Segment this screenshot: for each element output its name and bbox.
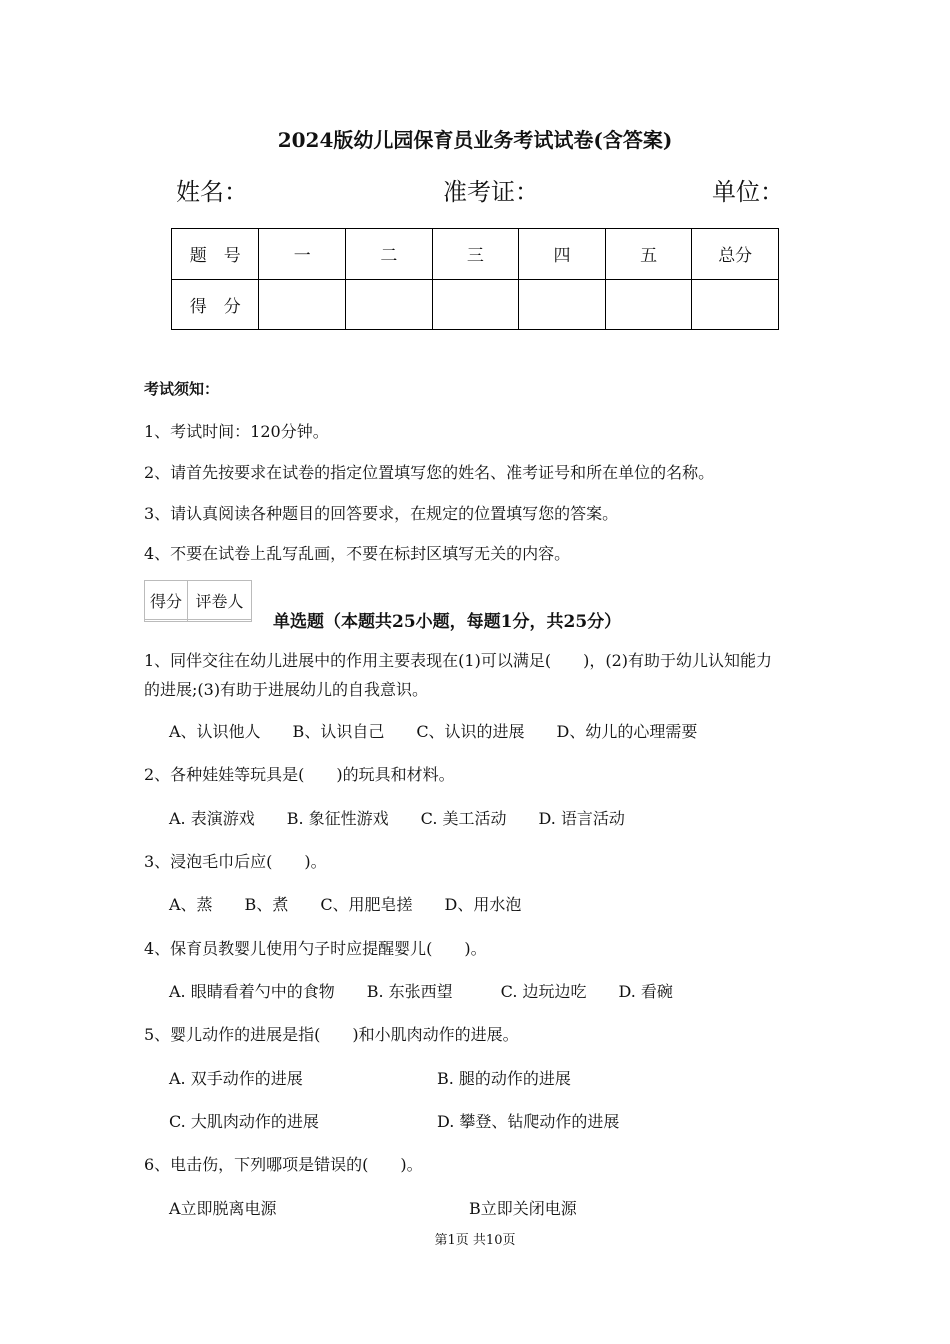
score-cell[interactable]: [259, 279, 346, 330]
notice-heading: 考试须知：: [144, 380, 220, 398]
notice-item: 4、不要在试卷上乱写乱画，不要在标封区填写无关的内容。: [144, 544, 571, 563]
question-5-stem: 5、婴儿动作的进展是指( )和小肌肉动作的进展。: [144, 1025, 519, 1044]
score-cell[interactable]: [519, 279, 606, 330]
score-cell[interactable]: [692, 279, 779, 330]
notice-item: 2、请首先按要求在试卷的指定位置填写您的姓名、准考证号和所在单位的名称。: [144, 463, 715, 482]
grader-name-label: 评卷人: [188, 581, 252, 620]
question-1-options: A、认识他人 B、认识自己 C、认识的进展 D、幼儿的心理需要: [169, 722, 698, 741]
question-1-line-2: 的进展;(3)有助于进展幼儿的自我意识。: [144, 680, 429, 699]
question-4-options: A. 眼睛看着勺中的食物 B. 东张西望 C. 边玩边吃 D. 看碗: [169, 982, 673, 1001]
question-4-stem: 4、保育员教婴儿使用勺子时应提醒婴儿( )。: [144, 939, 487, 958]
question-5-option-a: A. 双手动作的进展: [169, 1069, 303, 1088]
question-6-option-b: B立即关闭电源: [469, 1199, 577, 1218]
grader-box: [144, 580, 252, 622]
score-cell[interactable]: [346, 279, 433, 330]
question-1-line-1: 1、同伴交往在幼儿进展中的作用主要表现在(1)可以满足( )，(2)有助于幼儿认知能力: [144, 651, 772, 670]
question-2-options: A. 表演游戏 B. 象征性游戏 C. 美工活动 D. 语言活动: [169, 809, 625, 828]
name-label: 姓名：: [176, 178, 248, 206]
page-footer: 第1页 共10页: [434, 1233, 516, 1248]
question-2-stem: 2、各种娃娃等玩具是( )的玩具和材料。: [144, 765, 455, 784]
section-title: 单选题（本题共25小题，每题1分，共25分）: [273, 612, 622, 632]
score-row-label: 得 分: [172, 279, 259, 330]
score-table-score-row: [172, 279, 779, 330]
score-table-header-cell: 三: [432, 229, 519, 280]
score-cell[interactable]: [432, 279, 519, 330]
score-table-header-row: [172, 229, 779, 280]
question-6-option-a: A立即脱离电源: [169, 1199, 277, 1218]
notice-item: 3、请认真阅读各种题目的回答要求，在规定的位置填写您的答案。: [144, 504, 619, 523]
question-5-option-d: D. 攀登、钻爬动作的进展: [437, 1112, 620, 1131]
notice-item: 1、考试时间：120分钟。: [144, 422, 329, 441]
grader-score-cell[interactable]: [145, 620, 188, 622]
grader-name-cell[interactable]: [188, 620, 252, 622]
score-table-header-cell: 一: [259, 229, 346, 280]
score-table-header-cell: 五: [605, 229, 692, 280]
score-table: [171, 228, 779, 330]
question-3-stem: 3、浸泡毛巾后应( )。: [144, 852, 327, 871]
grader-score-label: 得分: [145, 581, 188, 620]
question-5-option-c: C. 大肌肉动作的进展: [169, 1112, 319, 1131]
score-table-header-cell: 总分: [692, 229, 779, 280]
exam-id-label: 准考证：: [443, 178, 539, 206]
score-table-header-cell: 二: [346, 229, 433, 280]
score-table-header-cell: 题 号: [172, 229, 259, 280]
document-title: 2024版幼儿园保育员业务考试试卷(含答案): [277, 128, 673, 152]
question-5-option-b: B. 腿的动作的进展: [437, 1069, 571, 1088]
question-6-stem: 6、电击伤，下列哪项是错误的( )。: [144, 1155, 423, 1174]
question-3-options: A、蒸 B、煮 C、用肥皂搓 D、用水泡: [169, 895, 522, 914]
unit-label: 单位：: [712, 178, 784, 206]
score-cell[interactable]: [605, 279, 692, 330]
score-table-header-cell: 四: [519, 229, 606, 280]
